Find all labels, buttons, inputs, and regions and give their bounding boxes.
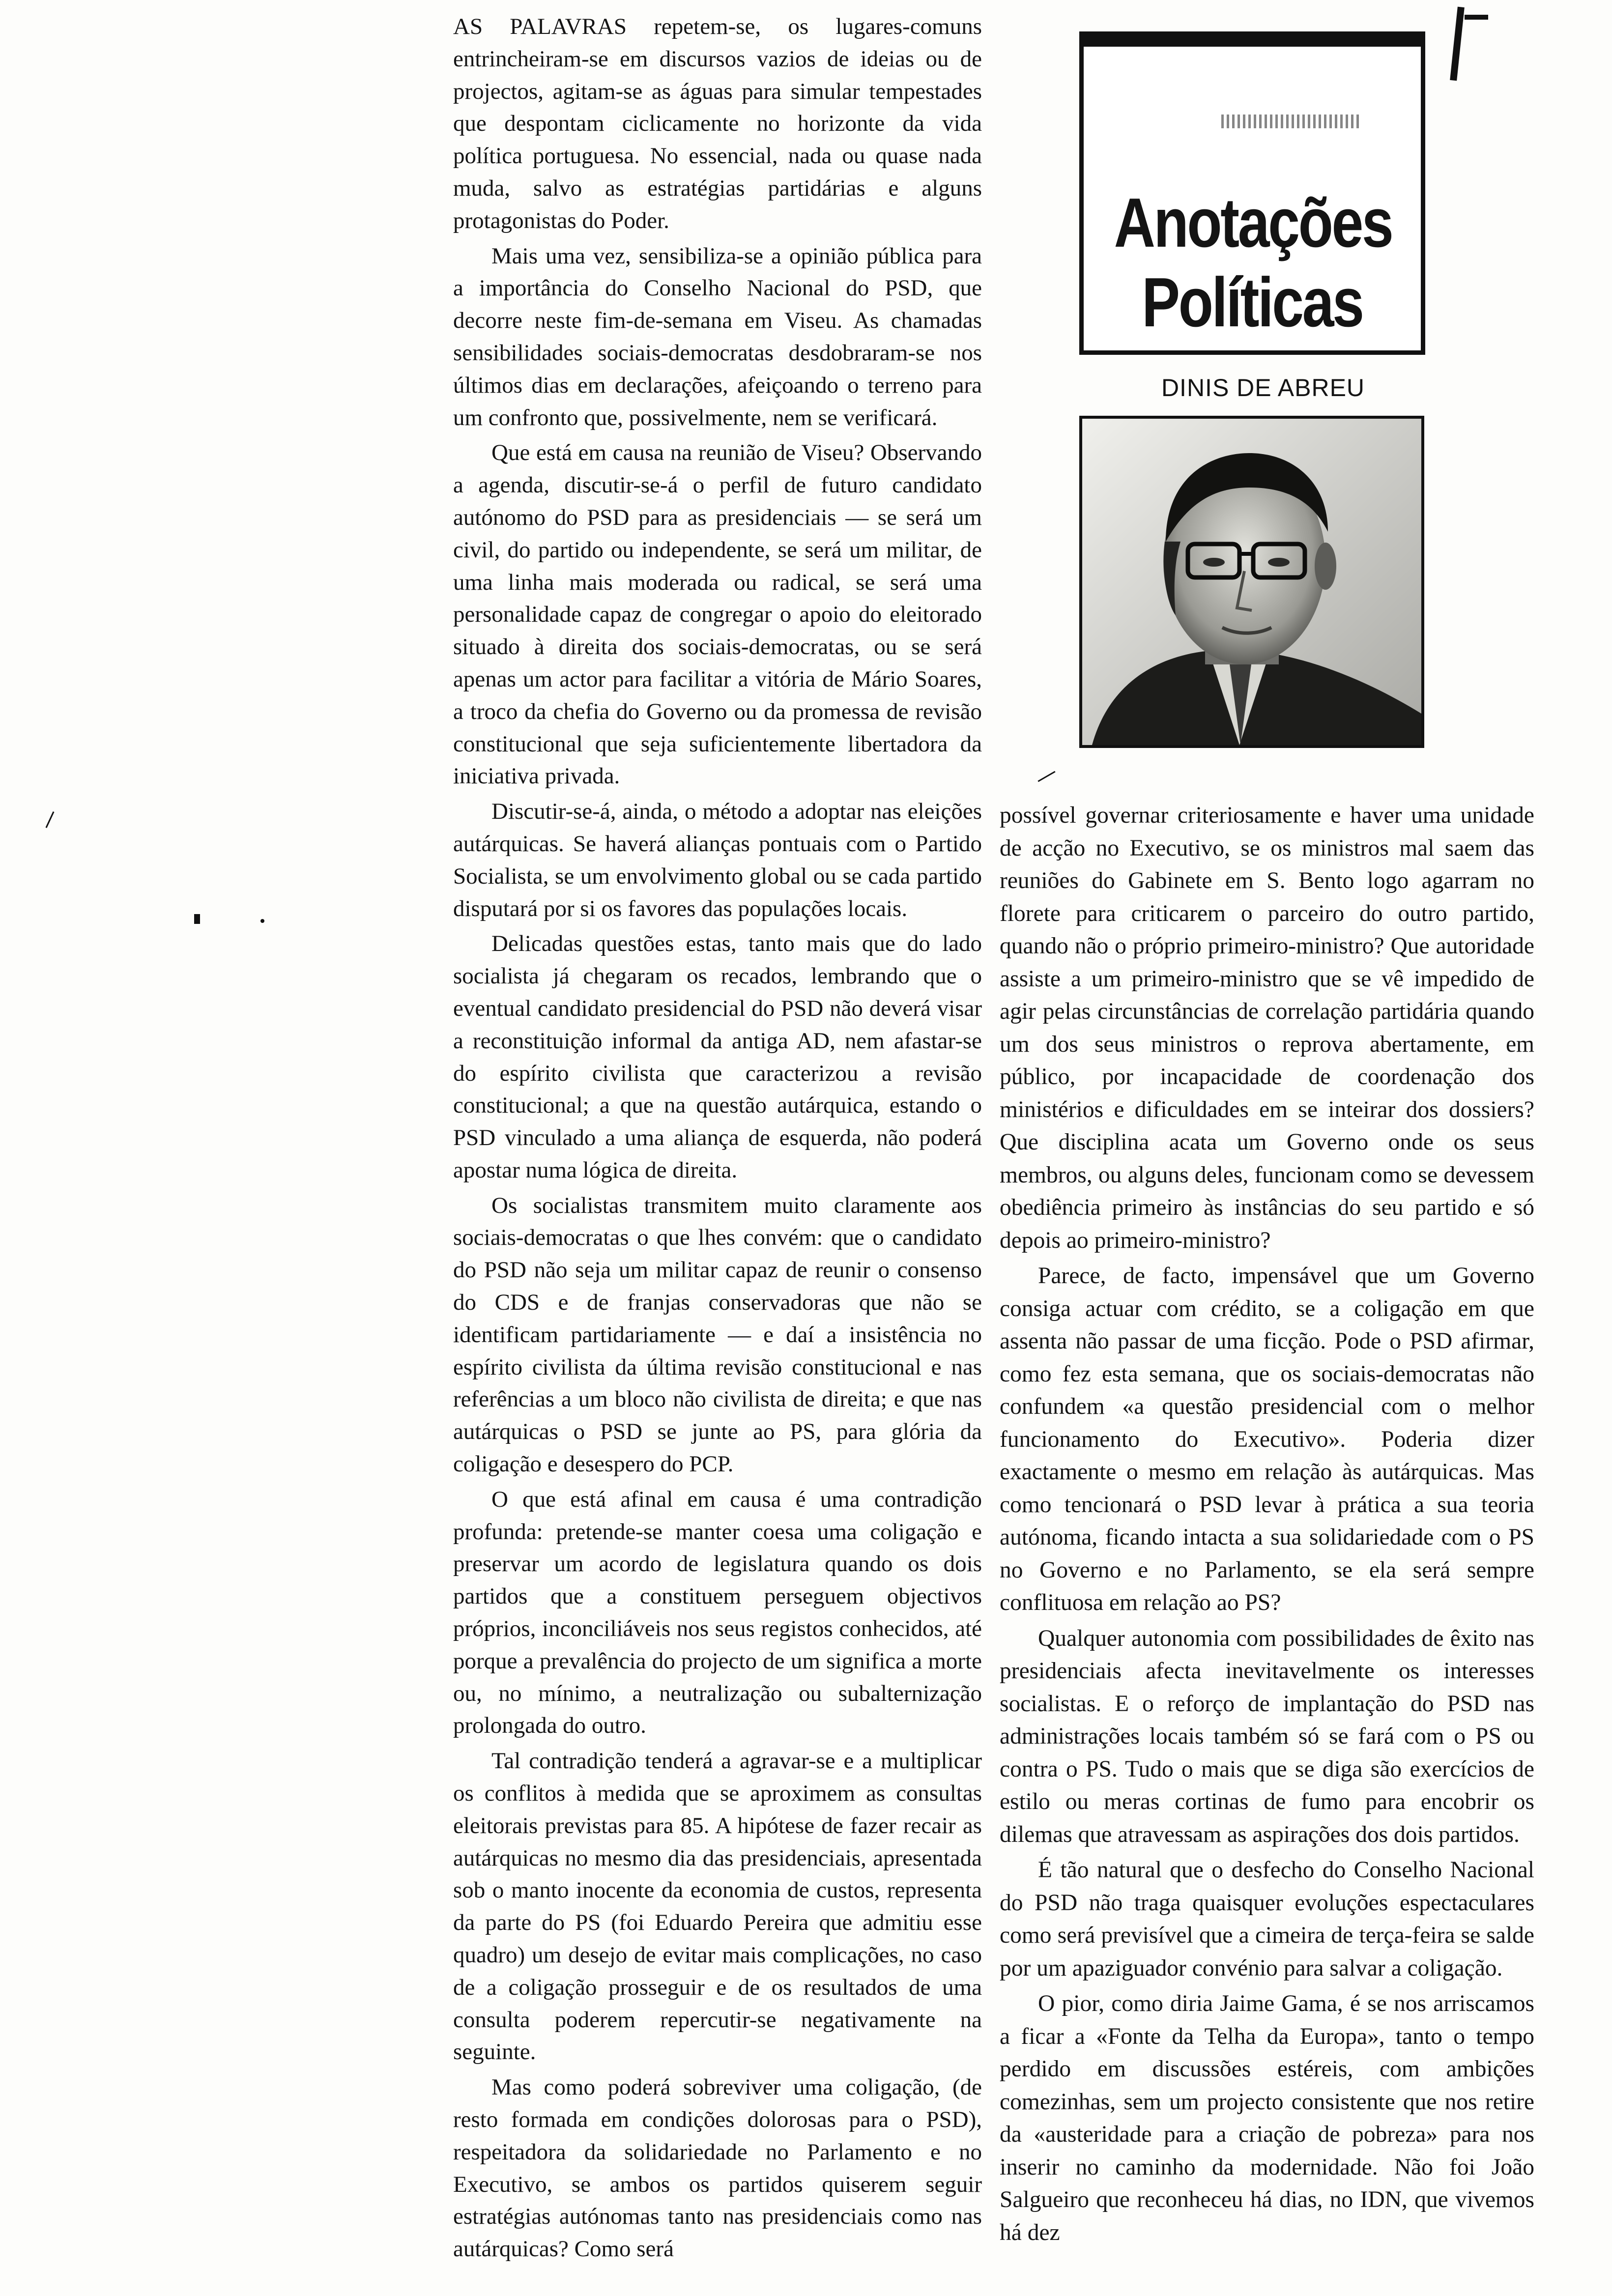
author-photo [1079, 416, 1424, 748]
author-portrait-image [1082, 419, 1421, 745]
paragraph: Os socialistas transmitem muito claramente aos sociais-democratas o que lhes convém: que o candidato do PSD não seja um militar capaz de reunir o consenso do CDS e de franjas conservadoras que não se identificam partidariamente — e daí a insistência no espírito civilista da última revisão constitucional e nas referências a um bloco não civilista de direita; e que nas autárquicas o PSD se junte ao PS, para glória da coligação e desespero do PCP. [453, 1192, 982, 1477]
paragraph: Qualquer autonomia com possibilidades de êxito nas presidenciais afecta inevitavelmente os interesses socialistas. E o reforço de implantação do PSD nas administrações locais também só se fará com o PS ou contra o PS. Tudo o mais que se diga são exercícios de estilo ou meras cortinas de fumo para encobrir os dilemas que atravessam as aspirações dos dois partidos. [1000, 1625, 1534, 1847]
paragraph: Que está em causa na reunião de Viseu? Observando a agenda, discutir-se-á o perfil de futuro candidato autónomo do PSD para as presidenciais — se será um civil, do partido ou independente, se será um militar, de uma linha mais moderada ou radical, se será uma personalidade capaz de congregar o apoio do eleitorado situado à direita dos sociais-democratas, ou se será apenas um actor para facilitar a vitória de Mário Soares, a troco da chefia do Governo ou da promessa de revisão constitucional que seja suficientemente libertadora da iniciativa privada. [453, 440, 982, 789]
paragraph: O pior, como diria Jaime Gama, é se nos arriscamos a ficar a «Fonte da Telha da Europa», tanto o tempo perdido em discussões estéreis, com ambições comezinhas, sem um projecto consistente que nos retire da «austeridade para a criação de pobreza» para nos inserir no caminho da modernidade. Não foi João Salgueiro que reconheceu há dias, no IDN, que vivemos há dez [1000, 1991, 1534, 2245]
print-mark [260, 919, 264, 923]
paragraph: Tal contradição tenderá a agravar-se e a multiplicar os conflitos à medida que se aproximem as consultas eleitorais previstas para 85. A hipótese de fazer recair as autárquicas no mesmo dia das presidenciais, apresentada sob o manto inocente da economia de custos, representa da parte do PS (foi Eduardo Pereira que admitiu esse quadro) um desejo de evitar mais complicações, no caso de a coligação prosseguir e de os resultados de uma consulta poderem repercutir-se negativamente na seguinte. [453, 1748, 982, 2065]
paragraph: O que está afinal em causa é uma contradição profunda: pretende-se manter coesa uma coligação e preservar um acordo de legislatura quando os dois partidos que a constituem perseguem objectivos próprios, inconciliáveis nos seus registos conhecidos, até porque a prevalência do projecto de um significa a morte ou, no mínimo, a neutralização ou subalternização prolongada do outro. [453, 1486, 982, 1739]
paragraph: AS PALAVRAS repetem-se, os lugares-comuns entrincheiram-se em discursos vazios de ideias ou de projectos, agitam-se as águas para simular tempestades que despontam ciclicamente no horizonte da vida política portuguesa. No essencial, nada ou quase nada muda, salvo as estratégias partidárias e alguns protagonistas do Poder. [453, 14, 982, 233]
byline: DINIS DE ABREU [1161, 374, 1365, 402]
paragraph: Parece, de facto, impensável que um Governo consiga actuar com crédito, se a coligação em que assenta não passar de uma ficção. Pode o PSD afirmar, como fez esta semana, que os sociais-democratas não confundem «a questão presidencial com o melhor funcionamento do Executivo». Poderia dizer exactamente o mesmo em relação às autárquicas. Mas como tencionará o PSD levar à prática a sua teoria autónoma, ficando intacta a sua solidariedade com o PS no Governo e no Parlamento, se ela será sempre conflituosa em relação ao PS? [1000, 1263, 1534, 1615]
header-top-bar [1084, 36, 1421, 47]
paragraph: Delicadas questões estas, tanto mais que do lado socialista já chegaram os recados, lembrando que o eventual candidato presidencial do PSD não deverá visar a reconstituição informal da antiga AD, nem afastar-se do espírito civilista que caracterizou a revisão constitucional; a que na questão autárquica, estando o PSD vinculado a uma aliança de esquerda, não poderá apostar numa lógica de direita. [453, 931, 982, 1183]
column-title-line2: Políticas [1142, 263, 1363, 342]
print-mark [46, 811, 55, 828]
paragraph: Mais uma vez, sensibiliza-se a opinião pública para a importância do Conselho Nacional do PSD, que decorre neste fim-de-semana em Viseu. As chamadas sensibilidades sociais-democratas desdobraram-se nos últimos dias em declarações, afeiçoando o terreno para um confronto que, possivelmente, nem se verificará. [453, 243, 982, 430]
column-title-line1: Anotações [1114, 184, 1392, 262]
print-smudge [1221, 115, 1359, 128]
column-title [1114, 183, 1391, 343]
print-mark [1037, 771, 1055, 782]
column-header-box [1079, 31, 1425, 355]
paragraph: possível governar criteriosamente e haver uma unidade de acção no Executivo, se os ministros mal saem das reuniões do Gabinete em S. Bento logo agarram no florete para criticarem o parceiro do outro partido, quando não o próprio primeiro-ministro? Que autoridade assiste a um primeiro-ministro que se vê impedido de agir pelas circunstâncias de correlação partidária quando um dos seus ministros o reprova abertamente, em público, por incapacidade de coordenação dos ministérios e dificuldades em se inteirar dos dossiers? Que disciplina acata um Governo onde os seus membros, ou alguns deles, funcionam como se devessem obediência primeiro às instâncias do seu partido e só depois ao primeiro-ministro? [1000, 803, 1534, 1253]
paragraph: Discutir-se-á, ainda, o método a adoptar nas eleições autárquicas. Se haverá alianças pontuais com o Partido Socialista, se um envolvimento global ou se cada partido disputará por si os favores das populações locais. [453, 799, 982, 921]
print-mark [194, 914, 200, 924]
paragraph: Mas como poderá sobreviver uma coligação, (de resto formada em condições dolorosas para o PSD), respeitadora da solidariedade no Parlamento e no Executivo, se ambos os partidos quiserem seguir estratégias autónomas tanto nas presidenciais como nas autárquicas? Como será [453, 2074, 982, 2262]
print-mark [1450, 7, 1465, 81]
print-mark [1465, 15, 1488, 20]
paragraph: É tão natural que o desfecho do Conselho Nacional do PSD não traga quaisquer evoluções espectaculares como será previsível que a cimeira de terça-feira se salde por um apaziguador convénio para salvar a coligação. [1000, 1857, 1534, 1981]
article-column-left [453, 11, 982, 2268]
article-column-right [1000, 799, 1534, 2252]
